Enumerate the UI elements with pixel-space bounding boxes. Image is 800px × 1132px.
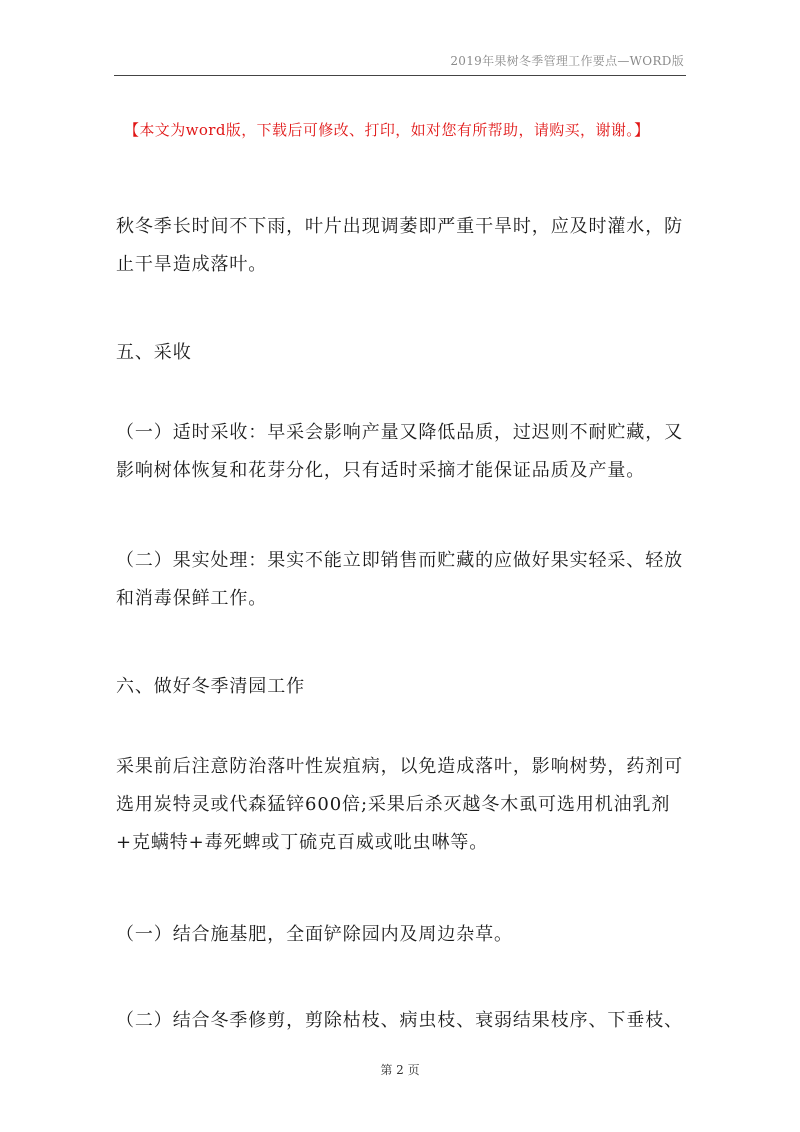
page-number: 第 2 页 xyxy=(380,1063,420,1077)
section-heading-winter-cleanup: 六、做好冬季清园工作 xyxy=(116,676,305,697)
paragraph-fruit-processing: （二）果实处理：果实不能立即销售而贮藏的应做好果实轻采、轻放和消毒保鲜工作。 xyxy=(116,550,683,609)
paragraph-timely-harvest: （一）适时采收：早采会影响产量又降低品质，过迟则不耐贮藏，又影响树体恢复和花芽分化，只有适时采摘才能保证品质及产量。 xyxy=(116,422,683,481)
section-heading-harvest: 五、采收 xyxy=(116,342,192,363)
paragraph-weed-removal: （一）结合施基肥，全面铲除园内及周边杂草。 xyxy=(116,924,513,945)
header-divider xyxy=(114,75,686,76)
purchase-notice: 【本文为word版，下载后可修改、打印，如对您有所帮助，请购买，谢谢。】 xyxy=(124,121,650,139)
paragraph-disease-control: 采果前后注意防治落叶性炭疽病，以免造成落叶，影响树势，药剂可选用炭特灵或代森猛锌600倍;采果后杀灭越冬木虱可选用机油乳剂+克螨特+毒死蜱或丁硫克百威或吡虫啉等。 xyxy=(116,756,683,853)
paragraph-winter-pruning: （二）结合冬季修剪，剪除枯枝、病虫枝、衰弱结果枝序、下垂枝、 xyxy=(116,1010,683,1031)
page-header-title: 2019年果树冬季管理工作要点—WORD版 xyxy=(450,54,684,68)
paragraph-drought-irrigation: 秋冬季长时间不下雨，叶片出现调萎即严重干旱时，应及时灌水，防止干旱造成落叶。 xyxy=(116,216,683,275)
